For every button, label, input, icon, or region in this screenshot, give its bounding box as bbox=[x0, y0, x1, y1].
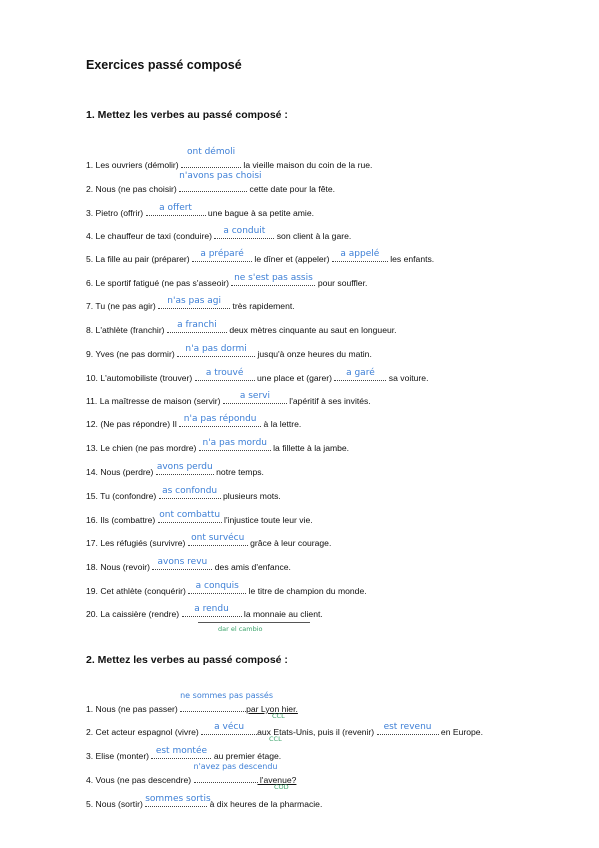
handwritten-answer: ont survécu bbox=[191, 533, 245, 543]
exercise-1-15: 15. Tu (confondre) as confondu plusieurs mots. bbox=[86, 486, 281, 501]
answer-blank[interactable] bbox=[188, 535, 248, 546]
exercise-2-2: 2. Cet acteur espagnol (vivre) a vécu aux Etats-Unis, puis il (revenir) est revenu en Europe. bbox=[86, 722, 483, 737]
answer-blank[interactable] bbox=[158, 298, 230, 309]
underline-rule bbox=[198, 622, 310, 623]
handwritten-answer: ont combattu bbox=[159, 510, 221, 520]
handwritten-answer: a conquis bbox=[195, 581, 239, 591]
handwritten-answer: a rendu bbox=[194, 604, 229, 614]
handwritten-answer: avons revu bbox=[157, 557, 208, 567]
handwritten-answer: a appelé bbox=[340, 249, 380, 259]
answer-blank[interactable] bbox=[146, 205, 206, 216]
exercise-1-11: 11. La maîtresse de maison (servir) a servi l'apéritif à ses invités. bbox=[86, 391, 371, 406]
handwritten-answer: est revenu bbox=[383, 722, 432, 732]
exercise-1-12: 12. (Ne pas répondre) Il n'a pas répondu à la lettre. bbox=[86, 414, 302, 429]
exercise-1-8: 8. L'athlète (franchir) a franchi deux mètres cinquante au saut en longueur. bbox=[86, 320, 397, 335]
exercise-1-16: 16. Ils (combattre) ont combattu l'injustice toute leur vie. bbox=[86, 510, 313, 525]
handwritten-answer: a vécu bbox=[214, 722, 245, 732]
answer-blank[interactable] bbox=[181, 147, 241, 168]
exercise-1-20: 20. La caissière (rendre) a rendu la monnaie au client. bbox=[86, 604, 323, 619]
exercise-2-5: 5. Nous (sortir) sommes sortis à dix heures de la pharmacie. bbox=[86, 794, 323, 809]
answer-blank[interactable] bbox=[193, 762, 278, 783]
handwritten-answer: est montée bbox=[155, 746, 208, 756]
handwritten-answer: avons perdu bbox=[156, 462, 213, 472]
handwritten-answer: ne s'est pas assis bbox=[234, 273, 313, 283]
handwritten-answer: a servi bbox=[239, 391, 270, 401]
green-ccl-note: CCL bbox=[272, 712, 285, 720]
handwritten-answer: n'avons pas choisi bbox=[179, 171, 262, 181]
exercise-1-14: 14. Nous (perdre) avons perdu notre temps. bbox=[86, 462, 264, 477]
answer-blank[interactable] bbox=[158, 512, 222, 523]
handwritten-answer: sommes sortis bbox=[145, 794, 211, 804]
answer-blank[interactable] bbox=[182, 606, 242, 617]
exercise-1-2: 2. Nous (ne pas choisir) n'avons pas choisi cette date pour la fête. bbox=[86, 171, 336, 194]
answer-blank[interactable] bbox=[231, 275, 315, 286]
green-ccl-note-2: CCL bbox=[269, 735, 282, 743]
exercise-1-4: 4. Le chauffeur de taxi (conduire) a conduit son client à la gare. bbox=[86, 226, 352, 241]
green-margin-note: dar el cambio bbox=[218, 625, 263, 633]
answer-blank[interactable] bbox=[179, 171, 262, 192]
answer-blank[interactable] bbox=[192, 251, 252, 262]
exercise-1-10: 10. L'automobiliste (trouver) a trouvé une place et (garer) a garé sa voiture. bbox=[86, 368, 429, 383]
exercise-1-3: 3. Pietro (offrir) a offert une bague à sa petite amie. bbox=[86, 203, 315, 218]
answer-blank[interactable] bbox=[214, 228, 274, 239]
exercise-2-1: 1. Nous (ne pas passer) ne sommes pas passés par Lyon hier. bbox=[86, 691, 298, 714]
exercise-2-4: 4. Vous (ne pas descendre) n'avez pas descendu l'avenue? bbox=[86, 762, 297, 785]
answer-blank[interactable] bbox=[145, 794, 211, 807]
exercise-1-1: 1. Les ouvriers (démolir) ont démoli la vieille maison du coin de la rue. bbox=[86, 147, 373, 170]
exercise-1-7: 7. Tu (ne pas agir) n'as pas agi très rapidement. bbox=[86, 296, 295, 311]
section-1-heading: 1. Mettez les verbes au passé composé : bbox=[86, 109, 288, 121]
answer-blank[interactable] bbox=[152, 559, 212, 570]
handwritten-answer: a garé bbox=[346, 368, 375, 378]
handwritten-answer: ont démoli bbox=[186, 147, 236, 157]
handwritten-answer: n'as pas agi bbox=[167, 296, 222, 306]
answer-blank[interactable] bbox=[180, 691, 274, 712]
exercise-1-6: 6. Le sportif fatigué (ne pas s'asseoir) ne s'est pas assis pour souffler. bbox=[86, 273, 368, 288]
handwritten-answer: a offert bbox=[159, 203, 192, 213]
answer-blank-2[interactable] bbox=[332, 251, 388, 262]
answer-blank[interactable] bbox=[188, 583, 246, 594]
answer-blank[interactable] bbox=[151, 748, 211, 759]
answer-blank[interactable] bbox=[195, 370, 255, 381]
handwritten-answer: a préparé bbox=[200, 249, 244, 259]
handwritten-answer: a conduit bbox=[223, 226, 266, 236]
exercise-1-13: 13. Le chien (ne pas mordre) n'a pas mordu la fillette à la jambe. bbox=[86, 438, 350, 453]
exercise-1-5: 5. La fille au pair (préparer) a préparé le dîner et (appeler) a appelé les enfants. bbox=[86, 249, 435, 264]
answer-blank[interactable] bbox=[201, 724, 257, 735]
exercise-1-17: 17. Les réfugiés (survivre) ont survécu grâce à leur courage. bbox=[86, 533, 332, 548]
handwritten-answer: n'a pas répondu bbox=[183, 414, 257, 424]
exercise-1-18: 18. Nous (revoir) avons revu des amis d'enfance. bbox=[86, 557, 291, 572]
answer-blank[interactable] bbox=[159, 488, 221, 499]
page-title: Exercices passé composé bbox=[86, 58, 242, 72]
exercise-1-19: 19. Cet athlète (conquérir) a conquis le titre de champion du monde. bbox=[86, 581, 367, 596]
answer-blank-2[interactable] bbox=[334, 370, 386, 381]
handwritten-answer: n'a pas dormi bbox=[185, 344, 247, 354]
answer-blank[interactable] bbox=[177, 346, 255, 357]
exercise-1-9: 9. Yves (ne pas dormir) n'a pas dormi jusqu'à onze heures du matin. bbox=[86, 344, 372, 359]
answer-blank[interactable] bbox=[199, 440, 271, 451]
handwritten-answer: n'a pas mordu bbox=[202, 438, 268, 448]
handwritten-answer: a franchi bbox=[177, 320, 217, 330]
handwritten-answer: as confondu bbox=[162, 486, 218, 496]
exercise-2-3: 3. Elise (monter) est montée au premier étage. bbox=[86, 746, 282, 761]
section-2-heading: 2. Mettez les verbes au passé composé : bbox=[86, 654, 288, 666]
answer-blank[interactable] bbox=[156, 464, 214, 475]
handwritten-answer: n'avez pas descendu bbox=[193, 762, 278, 771]
answer-blank[interactable] bbox=[223, 393, 287, 404]
answer-blank[interactable] bbox=[179, 416, 261, 427]
answer-blank[interactable] bbox=[167, 322, 227, 333]
handwritten-answer: a trouvé bbox=[205, 368, 244, 378]
handwritten-answer: ne sommes pas passés bbox=[180, 691, 274, 700]
green-cod-note: COD bbox=[274, 783, 289, 791]
answer-blank-2[interactable] bbox=[377, 724, 439, 735]
